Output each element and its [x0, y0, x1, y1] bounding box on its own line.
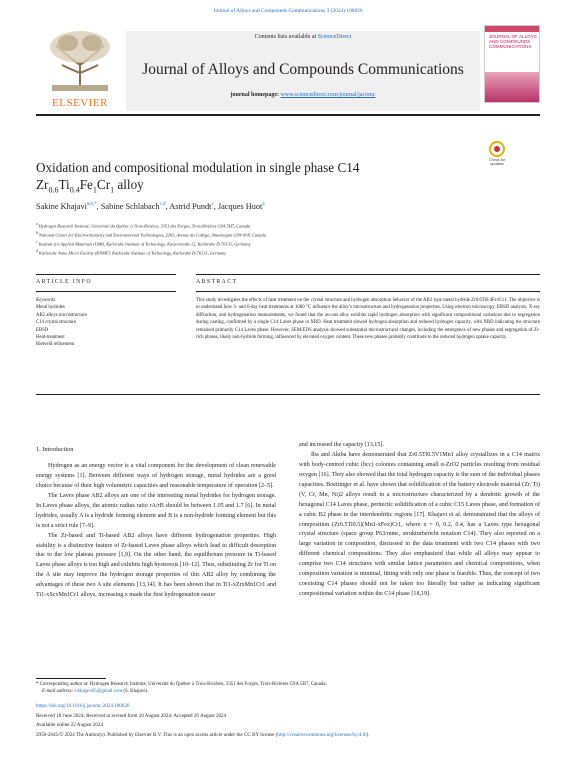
- keyword-item: EBSD: [36, 327, 49, 333]
- author-name[interactable]: Jacques Huot: [217, 202, 263, 211]
- check-for-updates-badge[interactable]: [485, 141, 509, 171]
- corresponding-author-footnote: [36, 681, 540, 696]
- author-affil-marker[interactable]: c: [211, 202, 214, 208]
- cover-title: JOURNAL OF ALLOYS AND COMPOUNDS COMMUNICATIONS: [489, 34, 537, 49]
- article-history: [36, 702, 540, 741]
- article-info-heading: ARTICLE INFO: [36, 279, 92, 285]
- keywords-label: Keywords:: [36, 298, 57, 303]
- journal-cover-thumbnail[interactable]: [484, 25, 540, 103]
- email-line: [36, 688, 540, 695]
- available-online: Available online 22 August 2024: [36, 722, 103, 729]
- keyword-item: Rietveld refinement: [36, 342, 75, 348]
- affiliation-item: $^c$ Institute for Applied Materials (IAM), Karlsruhe Institute of Technology, Kaiserstraße 12, Karlsruhe D-76131, Germany: [36, 239, 251, 247]
- cover-art: [485, 72, 540, 102]
- journal-banner: [36, 25, 540, 111]
- doi-link[interactable]: https://doi.org/10.1016/j.jacomc.2024.100026: [36, 703, 130, 709]
- article-info-subrule: [36, 291, 176, 292]
- keyword-item: Metal hydrides: [36, 305, 65, 311]
- banner-rule: [36, 114, 540, 116]
- keyword-item: C14 crystal structure: [36, 320, 76, 326]
- author-name[interactable]: Sakine Khajavi: [36, 202, 87, 211]
- body-column-right: [299, 441, 540, 600]
- author-affil-marker[interactable]: c,d: [159, 202, 166, 208]
- email-suffix: (S. Khajavi).: [122, 689, 149, 695]
- license-line: 2950-2845/© 2024 The Author(s). Published by Elsevier B.V. This is an open access article under the CC BY license (http://creativecommons.org/licenses/by/4.0/).: [36, 732, 370, 739]
- affiliation-list: [36, 221, 540, 257]
- body-paragraph: and increased the capacity [13,15].: [299, 442, 384, 448]
- email-link[interactable]: s.khajavi65@gmail.com: [74, 689, 123, 695]
- elsevier-tree-icon: [36, 25, 124, 97]
- check-updates-label: Check for updates: [488, 158, 506, 166]
- email-label: E-mail address:: [42, 689, 75, 695]
- body-column-left: [36, 462, 276, 601]
- body-paragraph: Hydrogen as an energy vector is a vital component for the development of clean renewable energy systems [1]. Between different ways of hydrogen storage, metal hydrides are a good choice because of their high volumetric capacities and reasonable temperature of operation [2–5].: [36, 463, 276, 489]
- abstract-heading: ABSTRACT: [196, 279, 238, 285]
- keyword-item: AB2 alloys microstructure: [36, 312, 87, 318]
- abstract-subrule: [196, 291, 540, 292]
- affiliation-item: $^d$ Karlsruhe Nano Micro Facility (KNMF), Karlsruhe Institute of Technology, Karlsruhe D-76131, Germany: [36, 248, 227, 256]
- license-link[interactable]: http://creativecommons.org/licenses/by/4.0/: [277, 732, 367, 739]
- body-paragraph: Iba and Akiba have demonstrated that Zr0.5Ti0.5V1Mn1 alloy crystallizes in a C14 matrix with body-centred cubic (bcc) colonies containing small α-ZrO2 particles resulting from residual oxygen [16]. They also showed that the total hydrogen capacity is the sum of the individual phases capacities. Boettinger et al. have shown that solidification of the battery electrode material (Zr, Ti)(V, Cr, Mn, Ni)2 alloys result in a microstructure characterized by a dendritic growth of the hexagonal C14 Laves phase, peritectic solidification of a cubic C15 Laves phase, and formation of a cubic B2 phase in the interdendritic regions [17]. Khajavi et al. demonstrated that the alloys of composition (Zr0.5Ti0.5)(Mn1-xFex)Cr1, where x = 0, 0.2, 0.4, has a Laves type hexagonal crystal structure (space group P63/mmc, strukturbericht notation C14). They also reported on a large variation in composition, discussed in the data treatment with two C14 phases with two different chemical compositions. They also emphasized that while all alloys may appear to comprise two C14 structures with similar lattice parameters and chemical compositions, when composition variation is minimal, fitting with only one phase is feasible. Thus, the concept of two coexisting C14 phases should not be taken too literally but rather as indicating significant compositional variation within the C14 phase [18,19].: [299, 451, 540, 598]
- homepage-label: journal homepage:: [230, 92, 281, 98]
- author-list: Sakine Khajavi$^{a,b,*}$, Sabine Schlabach$^{c,d}$, Astrid Pundt$^c$, Jacques Huot$^a$: [36, 202, 265, 211]
- author-affil-marker[interactable]: a: [262, 202, 265, 208]
- article-info-rule: [36, 274, 176, 275]
- keyword-item: Heat-treatment: [36, 335, 65, 341]
- title-line-1: Oxidation and compositional modulation in single phase C14: [36, 160, 360, 175]
- title-line-2: $Zr_{0.6}Ti_{0.4}Fe_1Cr_1$ alloy: [36, 177, 144, 195]
- contents-prefix: Contents lists available at: [254, 34, 318, 40]
- abstract-text: This study investigates the effects of heat treatment on the crystal structure and hydrogen absorption behavior of the AB2 type metal hydride Zr0.6Ti0.4Fe1Cr1. The objective is to understand how 3- and 6-day heat treatments at 1000 °C influence the alloy’s microstructure and hydrogenation properties. Using electron microscopy, EBSD analysis, X-ray diffraction, and hydrogenation measurements, we found that the as-cast alloy exhibits rapid hydrogen absorption with significant compositional variations due to segregation during casting, confirmed by a single C14 Laves phase in XRD. Heat treatment slowed hydrogen absorption and reduced hydrogen capacity, with XRD indicating the structure remained primarily C14 Laves phase. However, SEM/EDS analysis showed substantial microstructural changes, including the emergence of new phases and segregation of Zr-rich phases, likely non-hydride forming, influenced by elevated oxygen content. These new phases probably contribute to the reduced hydrogen uptake capacity.: [196, 298, 540, 341]
- contents-line: [126, 34, 480, 40]
- received-dates: Received 18 June 2024; Received in revised form 10 August 2024; Accepted 20 August 2024: [36, 712, 227, 719]
- author-name[interactable]: Sabine Schlabach: [100, 202, 160, 211]
- author-affil-marker[interactable]: a,b,*: [86, 202, 97, 208]
- sciencedirect-link[interactable]: ScienceDirect: [317, 34, 352, 40]
- journal-info-box: [126, 31, 480, 111]
- running-header[interactable]: Journal of Alloys and Compounds Communications 3 (2024) 100026: [213, 8, 363, 14]
- publisher-name: ELSEVIER: [52, 97, 108, 109]
- keywords-block: [36, 297, 176, 349]
- affiliation-item: $^b$ National Center for Electrochemistry and Environmental Technologies, 2263, Avenue du Collège, Shawinigan G9N 6V8, Canada: [36, 230, 266, 238]
- abstract-end-rule: [36, 394, 540, 395]
- body-paragraph: The Zr-based and Ti-based AB2 alloys have different hydrogenation properties. High stability is a distinctive feature of Zr-based Laves phase alloys which lead to difficult desorption due to the low plateau pressure [1,9]. On the other hand, the equilibrium pressure in Ti-based Laves phase alloys is too high and exhibits high hysteresis [10–12]. Thus, substituting Zr for Ti on the A site may improve the hydrogen storage properties of this AB2 alloy by combining the advantages of these two A site elements [13,14]. It has been shown that in Ti1-xZrxMn1Cr1 and Ti1-xScxMn1Cr1 alloys, increasing x made the first hydrogenation easier: [36, 532, 276, 599]
- homepage-link[interactable]: www.sciencedirect.com/journal/jacomc: [280, 92, 376, 98]
- affiliation-item: $^a$ Hydrogen Research Institute, Université du Québec à Trois-Rivières, 3351 des Forges, Trois-Rivières G9A 5H7, Canada: [36, 222, 251, 229]
- article-title: [36, 159, 456, 199]
- corresponding-note: * Corresponding author at: Hydrogen Research Institute, Université du Québec à Trois-Rivières, 3351 des Forges, Trois-Rivières G9A 5H7, Canada.: [36, 682, 327, 687]
- elsevier-logo: [36, 25, 124, 111]
- homepage-line: [126, 92, 480, 98]
- crossmark-icon: [489, 141, 505, 157]
- footnote-rule: [36, 678, 106, 679]
- section-heading: 1. Introduction: [36, 446, 74, 453]
- body-paragraph: The Laves phase AB2 alloys are one of the interesting metal hydrides for hydrogen storage. In Laves phase alloys, the atomic radius ratio rA/rB should be between 1.05 and 1.7 [6]. In metal hydrides, usually A is a hydride forming element and B is a non-hydride forming element but this is not a strict rule [7–9].: [36, 492, 276, 529]
- abstract-rule: [196, 274, 540, 275]
- author-name[interactable]: Astrid Pundt: [169, 202, 212, 211]
- journal-title: Journal of Alloys and Compounds Communications: [142, 61, 464, 78]
